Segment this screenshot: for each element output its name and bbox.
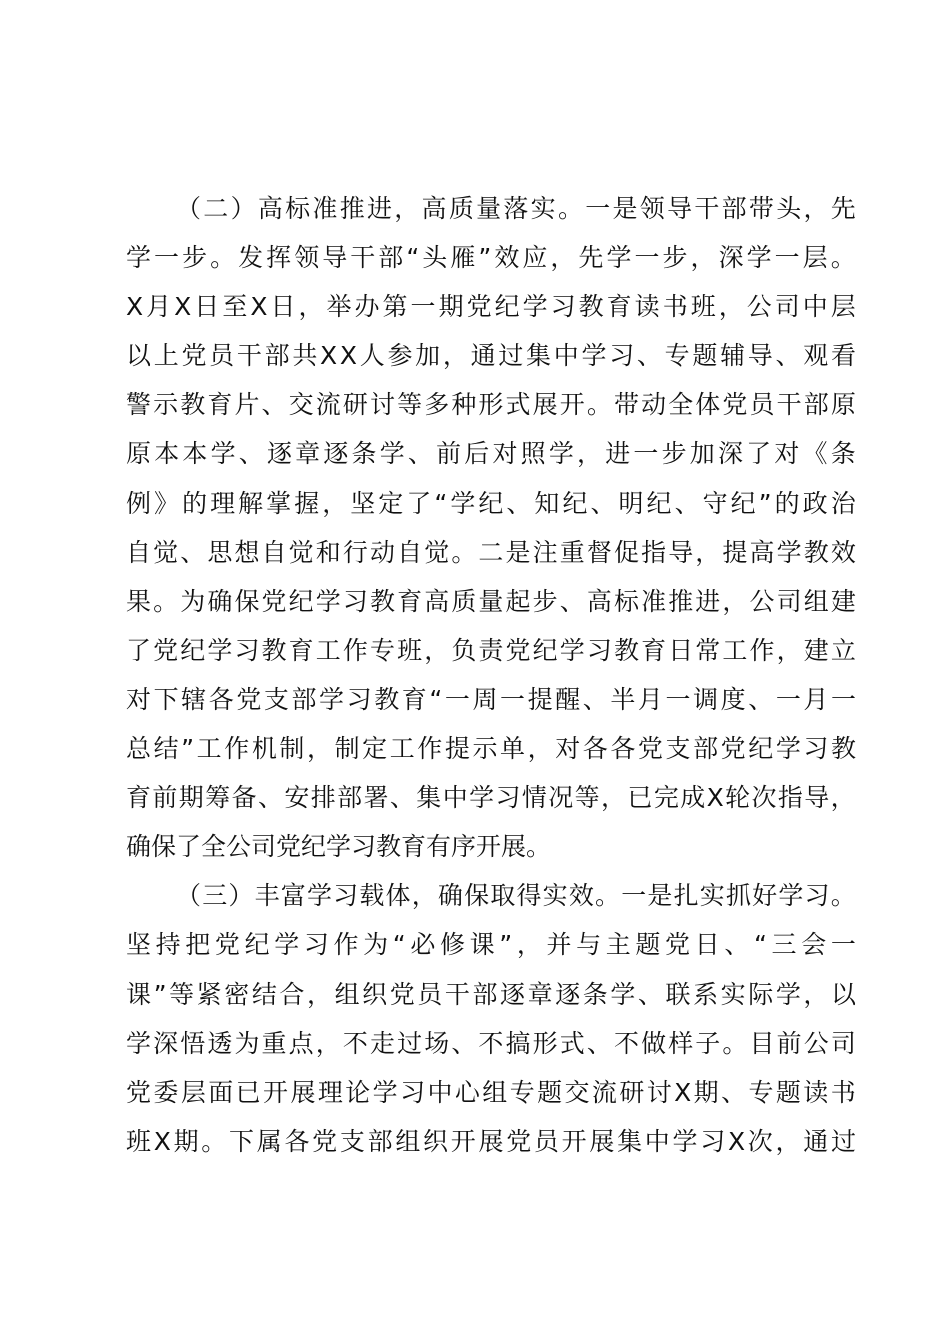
paragraph-line: 党 委 层 面 已 开 展 理 论 学 习 中 心 组 专 题 交 流 研 讨 X 期 、 专 题 读 书 [126, 1077, 856, 1107]
paragraph-line: （ 二 ） 高 标 准 推 进 ， 高 质 量 落 实 。 一 是 领 导 干 部 带 头 ， 先 [176, 194, 856, 223]
paragraph-line: 对 下 辖 各 党 支 部 学 习 教 育 “ 一 周 一 提 醒 、 半 月 一 调 度 、 一 月 一 [126, 684, 856, 714]
paragraph-line: 坚 持 把 党 纪 学 习 作 为 “ 必 修 课 ” ， 并 与 主 题 党 日 、 “ 三 会 一 [126, 930, 856, 960]
paragraph-line: 育 前 期 筹 备 、 安 排 部 署 、 集 中 学 习 情 况 等 ， 已 完 成 X 轮 次 指 导 ， [126, 783, 856, 813]
paragraph-line: （ 三 ） 丰 富 学 习 载 体 ， 确 保 取 得 实 效 。 一 是 扎 实 抓 好 学 习 。 [176, 881, 856, 911]
paragraph-line: 原 本 本 学 、 逐 章 逐 条 学 、 前 后 对 照 学 ， 进 一 步 加 深 了 对 《 条 [126, 439, 856, 469]
paragraph-line: 果 。 为 确 保 党 纪 学 习 教 育 高 质 量 起 步 、 高 标 准 推 进 ， 公 司 组 建 [126, 586, 856, 616]
paragraph-2 [126, 184, 856, 871]
paragraph-line: 学 深 悟 透 为 重 点 ， 不 走 过 场 、 不 搞 形 式 、 不 做 样 子 。 目 前 公 司 [126, 1028, 856, 1058]
paragraph-line: 课 ” 等 紧 密 结 合 ， 组 织 党 员 干 部 逐 章 逐 条 学 、 联 系 实 际 学 ， 以 [126, 979, 856, 1009]
paragraph-line: 例 》 的 理 解 掌 握 ， 坚 定 了 “ 学 纪 、 知 纪 、 明 纪 、 守 纪 ” 的 政 治 [126, 488, 856, 518]
paragraph-line: 警 示 教 育 片 、 交 流 研 讨 等 多 种 形 式 展 开 。 带 动 全 体 党 员 干 部 原 [126, 390, 856, 420]
paragraph-line: X 月 X 日 至 X 日 ， 举 办 第 一 期 党 纪 学 习 教 育 读 书 班 ， 公 司 中 层 [126, 292, 856, 322]
paragraph-3 [126, 871, 856, 1166]
paragraph-line: 了 党 纪 学 习 教 育 工 作 专 班 ， 负 责 党 纪 学 习 教 育 日 常 工 作 ， 建 立 [126, 635, 856, 665]
paragraph-line: 以 上 党 员 干 部 共 X X 人 参 加 ， 通 过 集 中 学 习 、 专 题 辅 导 、 观 看 [126, 341, 856, 371]
paragraph-line: 确保了全公司党纪学习教育有序开展。 [126, 832, 552, 862]
document-body [126, 184, 856, 1166]
paragraph-line: 学 一 步 。 发 挥 领 导 干 部 “ 头 雁 ” 效 应 ， 先 学 一 步 ， 深 学 一 层 。 [126, 243, 856, 273]
paragraph-line: 班 X 期 。 下 属 各 党 支 部 组 织 开 展 党 员 开 展 集 中 学 习 X 次 ， 通 过 [126, 1126, 856, 1156]
paragraph-line: 自 觉 、 思 想 自 觉 和 行 动 自 觉 。 二 是 注 重 督 促 指 导 ， 提 高 学 教 效 [126, 537, 856, 567]
paragraph-line: 总 结 ” 工 作 机 制 ， 制 定 工 作 提 示 单 ， 对 各 各 党 支 部 党 纪 学 习 教 [126, 734, 856, 764]
